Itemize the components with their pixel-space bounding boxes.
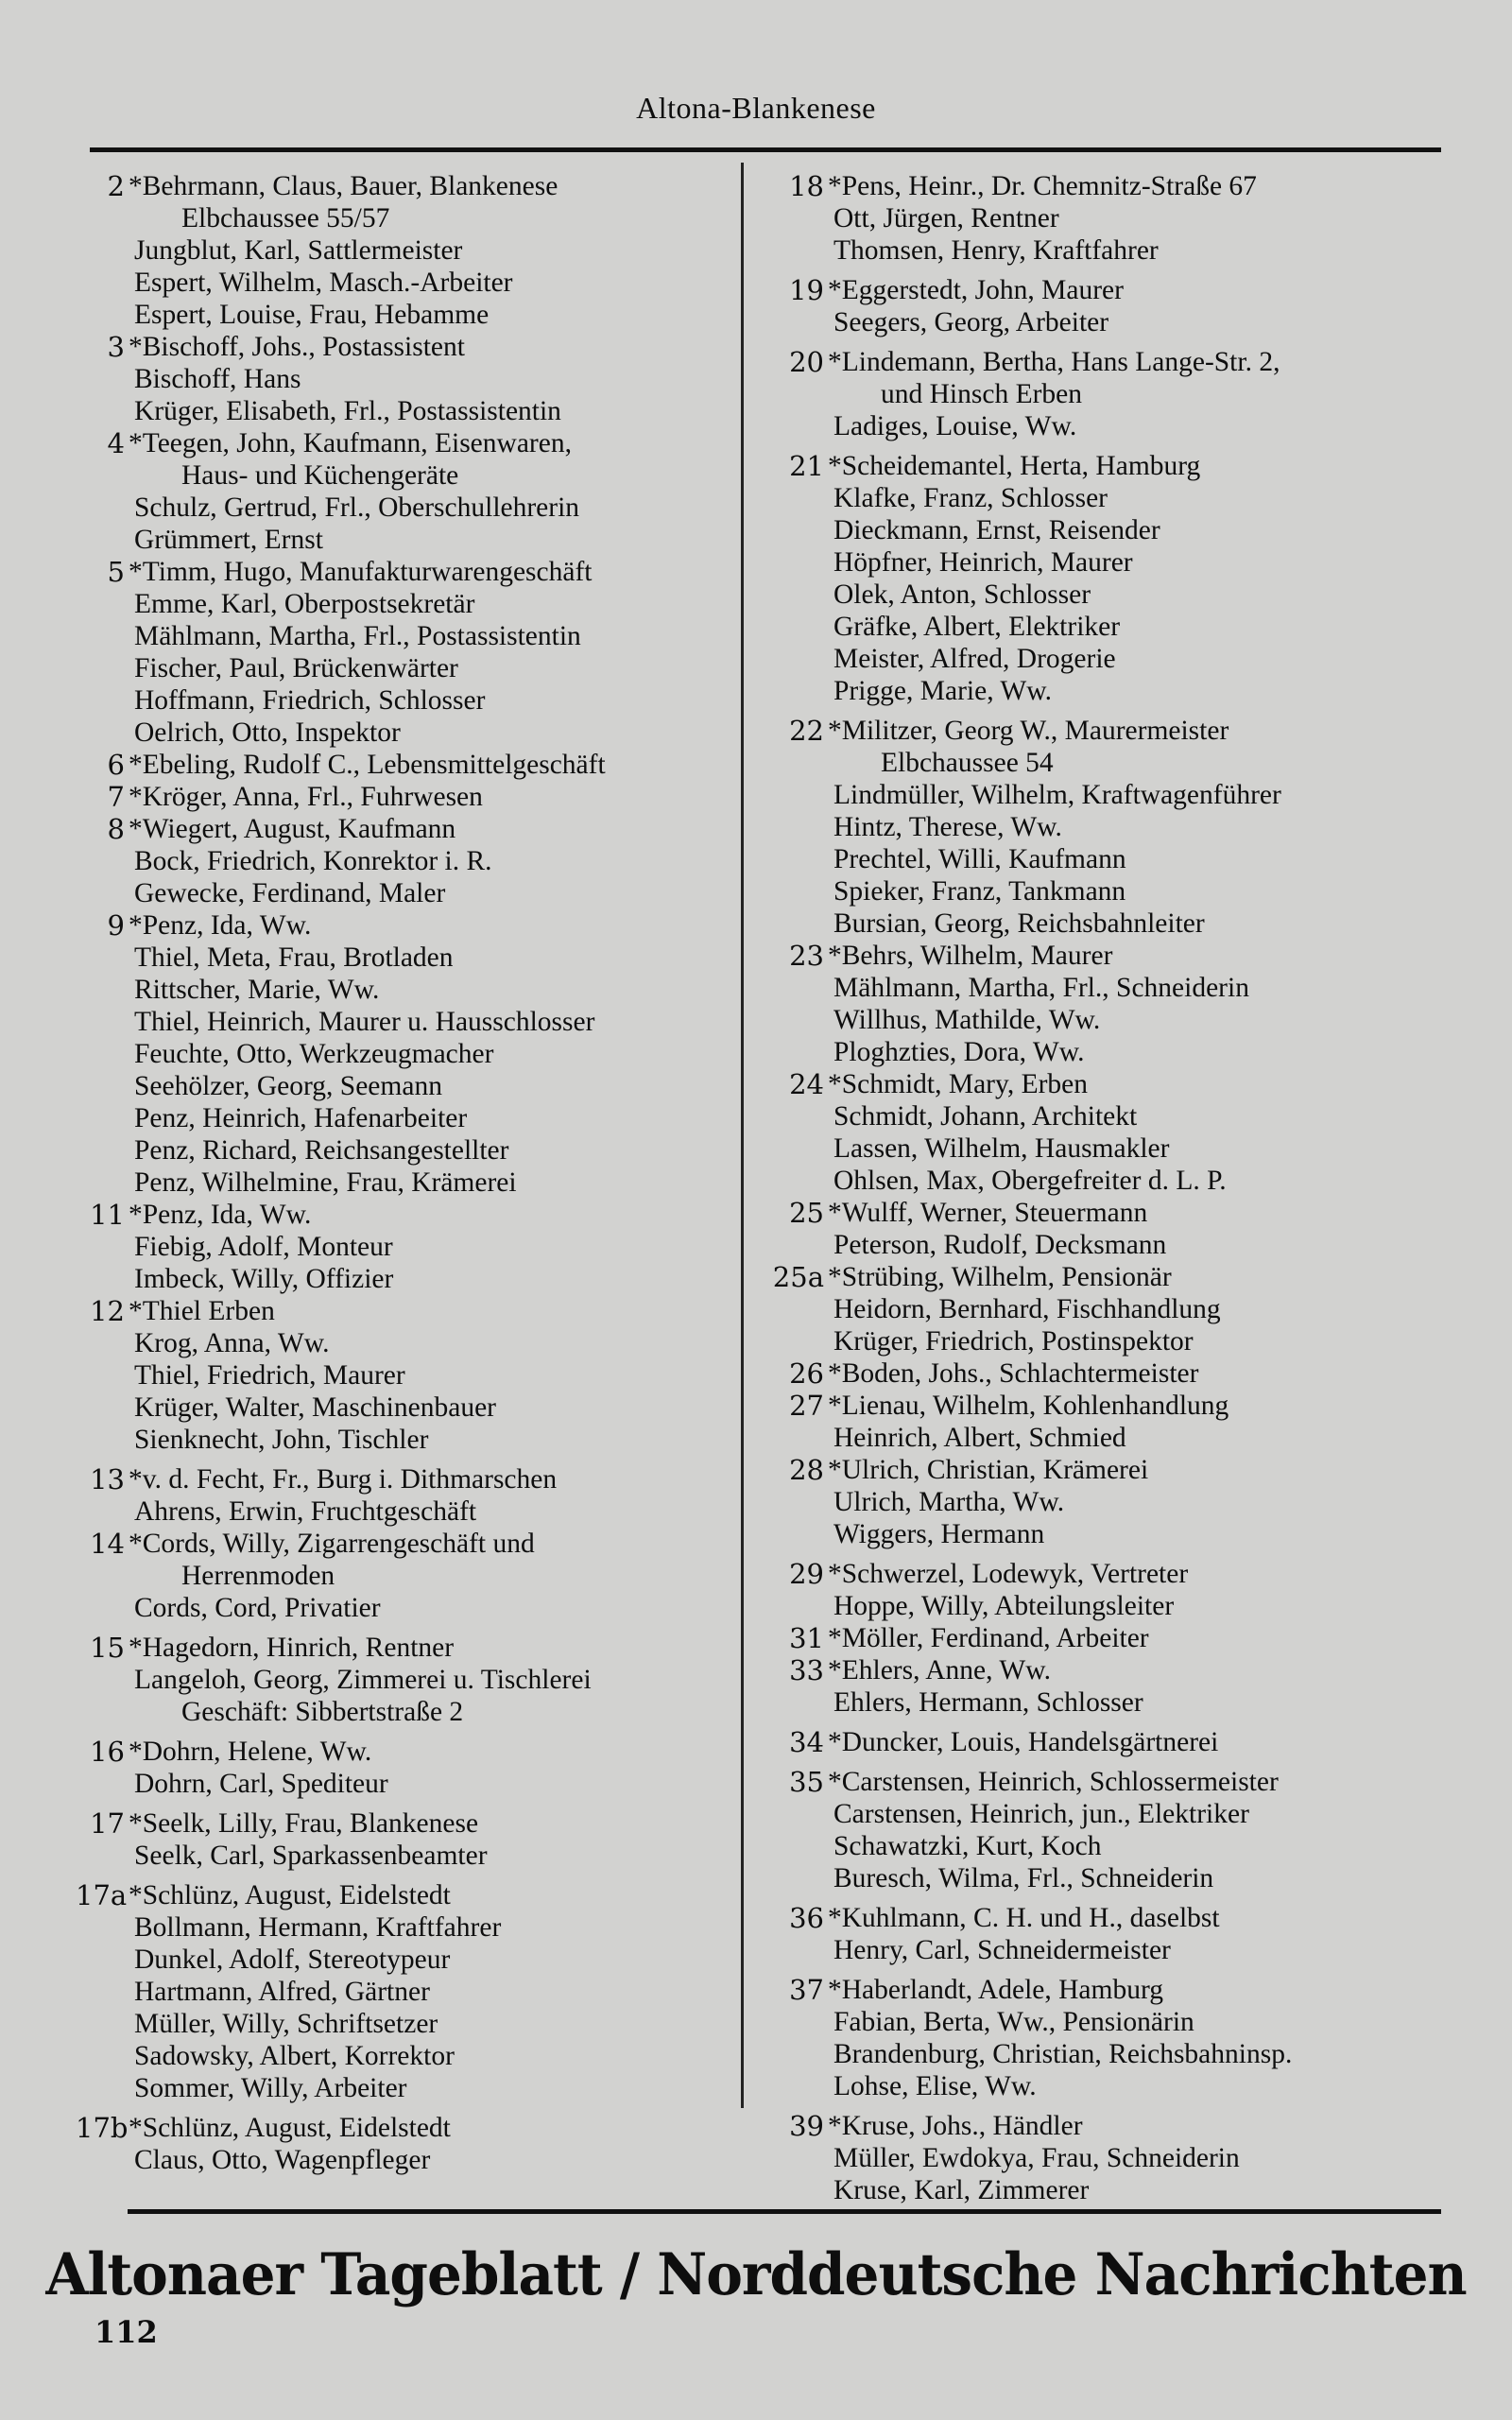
house-number: 18 — [789, 170, 824, 202]
resident-line: Fiebig, Adolf, Monteur — [134, 1232, 393, 1262]
house-number: 7 — [107, 781, 125, 813]
house-number: 35 — [789, 1766, 824, 1798]
house-number: 26 — [789, 1357, 824, 1390]
resident-line: Olek, Anton, Schlosser — [833, 579, 1091, 610]
house-entry — [764, 346, 1444, 442]
owner-line: *Ulrich, Christian, Krämerei — [828, 1455, 1149, 1485]
house-entry — [76, 813, 737, 909]
owner-line: *Schlünz, August, Eidelstedt — [129, 1880, 451, 1910]
house-entry — [764, 1766, 1444, 1894]
house-entry — [76, 2112, 737, 2176]
house-entry — [764, 170, 1444, 267]
house-entry — [76, 1295, 737, 1456]
house-entry — [76, 1632, 737, 1728]
owner-line: *Behrs, Wilhelm, Maurer — [828, 941, 1113, 971]
house-number: 15 — [90, 1632, 125, 1664]
house-entry — [76, 556, 737, 749]
house-entry — [76, 781, 737, 813]
resident-line: Herrenmoden — [181, 1561, 335, 1591]
owner-line: *Ebeling, Rudolf C., Lebensmittelgeschäft — [129, 750, 606, 780]
owner-line: *Cords, Willy, Zigarrengeschäft und — [129, 1529, 535, 1559]
house-number: 17b — [76, 2112, 129, 2144]
resident-line: Espert, Wilhelm, Masch.-Arbeiter — [134, 268, 513, 298]
resident-line: Spieker, Franz, Tankmann — [833, 876, 1126, 907]
house-entry — [76, 1528, 737, 1624]
resident-line: Claus, Otto, Wagenpfleger — [134, 2145, 431, 2175]
resident-line: Thomsen, Henry, Kraftfahrer — [833, 235, 1159, 266]
house-number: 34 — [789, 1726, 824, 1758]
resident-line: Sommer, Willy, Arbeiter — [134, 2073, 407, 2103]
owner-line: *Carstensen, Heinrich, Schlossermeister — [828, 1767, 1279, 1797]
house-entry — [76, 427, 737, 556]
resident-line: Krüger, Friedrich, Postinspektor — [833, 1326, 1194, 1357]
house-number: 12 — [90, 1295, 125, 1327]
resident-line: Gewecke, Ferdinand, Maler — [134, 878, 446, 908]
owner-line: *Eggerstedt, John, Maurer — [828, 275, 1124, 305]
house-entry — [764, 1068, 1444, 1197]
resident-line: Meister, Alfred, Drogerie — [833, 644, 1116, 674]
resident-line: Heidorn, Bernhard, Fischhandlung — [833, 1294, 1221, 1324]
house-entry — [76, 1879, 737, 2104]
owner-line: *Penz, Ida, Ww. — [129, 910, 312, 941]
resident-line: Bollmann, Hermann, Kraftfahrer — [134, 1912, 502, 1943]
owner-line: *Boden, Johs., Schlachtermeister — [828, 1358, 1199, 1389]
owner-line: *Dohrn, Helene, Ww. — [129, 1737, 372, 1767]
house-entry — [76, 749, 737, 781]
resident-line: Müller, Ewdokya, Frau, Schneiderin — [833, 2143, 1240, 2173]
resident-line: Sienknecht, John, Tischler — [134, 1425, 429, 1455]
column-divider — [741, 163, 744, 2108]
owner-line: *Wiegert, August, Kaufmann — [129, 814, 456, 844]
resident-line: Langeloh, Georg, Zimmerei u. Tischlerei — [134, 1665, 592, 1695]
resident-line: Dohrn, Carl, Spediteur — [134, 1769, 388, 1799]
resident-line: Dunkel, Adolf, Stereotypeur — [134, 1945, 451, 1975]
resident-line: Hartmann, Alfred, Gärtner — [134, 1977, 430, 2007]
resident-line: Krog, Anna, Ww. — [134, 1328, 330, 1358]
resident-line: Grümmert, Ernst — [134, 525, 323, 555]
house-entry — [764, 274, 1444, 338]
house-entry — [764, 1558, 1444, 1622]
house-number: 6 — [107, 749, 125, 781]
resident-line: Espert, Louise, Frau, Hebamme — [134, 300, 490, 330]
resident-line: Ott, Jürgen, Rentner — [833, 203, 1059, 233]
resident-line: Bischoff, Hans — [134, 364, 301, 394]
resident-line: Penz, Wilhelmine, Frau, Krämerei — [134, 1167, 517, 1198]
house-entry — [764, 1902, 1444, 1966]
resident-line: Klafke, Franz, Schlosser — [833, 483, 1108, 513]
owner-line: *Schwerzel, Lodewyk, Vertreter — [828, 1559, 1189, 1589]
owner-line: *v. d. Fecht, Fr., Burg i. Dithmarschen — [129, 1464, 558, 1495]
resident-line: Schmidt, Johann, Architekt — [833, 1101, 1138, 1132]
house-entry — [764, 450, 1444, 707]
owner-line: *Pens, Heinr., Dr. Chemnitz-Straße 67 — [828, 171, 1257, 201]
owner-line: *Schmidt, Mary, Erben — [828, 1069, 1089, 1099]
owner-line: *Möller, Ferdinand, Arbeiter — [828, 1623, 1149, 1653]
resident-line: Prigge, Marie, Ww. — [833, 676, 1053, 706]
resident-line: Prechtel, Willi, Kaufmann — [833, 844, 1126, 874]
house-entry — [76, 1807, 737, 1872]
resident-line: Elbchaussee 55/57 — [181, 203, 390, 233]
resident-line: Ulrich, Martha, Ww. — [833, 1487, 1065, 1517]
resident-line: Lassen, Wilhelm, Hausmakler — [833, 1133, 1170, 1164]
resident-line: Elbchaussee 54 — [881, 748, 1054, 778]
owner-line: *Kröger, Anna, Frl., Fuhrwesen — [129, 782, 483, 812]
owner-line: *Penz, Ida, Ww. — [129, 1200, 312, 1230]
resident-line: Seelk, Carl, Sparkassenbeamter — [134, 1841, 488, 1871]
resident-line: Mählmann, Martha, Frl., Postassistentin — [134, 621, 581, 651]
owner-line: *Haberlandt, Adele, Hamburg — [828, 1975, 1163, 2005]
resident-line: Emme, Karl, Oberpostsekretär — [134, 589, 475, 619]
resident-line: Seegers, Georg, Arbeiter — [833, 307, 1109, 337]
resident-line: Willhus, Mathilde, Ww. — [833, 1005, 1101, 1035]
resident-line: Heinrich, Albert, Schmied — [833, 1423, 1126, 1453]
owner-line: *Strübing, Wilhelm, Pensionär — [828, 1262, 1172, 1292]
resident-line: und Hinsch Erben — [881, 379, 1083, 409]
house-number: 9 — [107, 909, 125, 942]
resident-line: Thiel, Friedrich, Maurer — [134, 1360, 405, 1391]
house-number: 23 — [789, 940, 824, 972]
resident-line: Imbeck, Willy, Offizier — [134, 1264, 394, 1294]
resident-line: Ohlsen, Max, Obergefreiter d. L. P. — [833, 1166, 1227, 1196]
house-entry — [76, 331, 737, 427]
resident-line: Krüger, Elisabeth, Frl., Postassistentin — [134, 396, 561, 426]
house-entry — [76, 1199, 737, 1295]
house-number: 28 — [789, 1454, 824, 1486]
house-number: 3 — [107, 331, 125, 363]
house-number: 13 — [90, 1463, 125, 1495]
resident-line: Lindmüller, Wilhelm, Kraftwagenführer — [833, 780, 1281, 810]
owner-line: *Schlünz, August, Eidelstedt — [129, 2113, 451, 2143]
house-entry — [764, 1654, 1444, 1719]
owner-line: *Wulff, Werner, Steuermann — [828, 1198, 1148, 1228]
house-entry — [764, 1726, 1444, 1758]
resident-line: Hoppe, Willy, Abteilungsleiter — [833, 1591, 1175, 1621]
resident-line: Bock, Friedrich, Konrektor i. R. — [134, 846, 492, 876]
house-number: 2 — [107, 170, 125, 202]
newspaper-banner: Altonaer Tageblatt / Norddeutsche Nachrichten — [45, 2240, 1467, 2308]
resident-line: Schawatzki, Kurt, Koch — [833, 1831, 1102, 1861]
owner-line: *Seelk, Lilly, Frau, Blankenese — [129, 1808, 479, 1839]
house-number: 27 — [789, 1390, 824, 1422]
house-entry — [76, 1736, 737, 1800]
resident-line: Thiel, Meta, Frau, Brotladen — [134, 942, 454, 973]
resident-line: Lohse, Elise, Ww. — [833, 2071, 1037, 2101]
left-column — [76, 170, 737, 2176]
resident-line: Peterson, Rudolf, Decksmann — [833, 1230, 1167, 1260]
resident-line: Carstensen, Heinrich, jun., Elektriker — [833, 1799, 1249, 1829]
owner-line: *Lindemann, Bertha, Hans Lange-Str. 2, — [828, 347, 1280, 377]
resident-line: Hoffmann, Friedrich, Schlosser — [134, 685, 486, 716]
resident-line: Ladiges, Louise, Ww. — [833, 411, 1077, 441]
resident-line: Krüger, Walter, Maschinenbauer — [134, 1392, 496, 1423]
owner-line: *Thiel Erben — [129, 1296, 275, 1326]
house-entry — [764, 1390, 1444, 1454]
owner-line: *Lienau, Wilhelm, Kohlenhandlung — [828, 1391, 1229, 1421]
resident-line: Kruse, Karl, Zimmerer — [833, 2175, 1090, 2205]
resident-line: Hintz, Therese, Ww. — [833, 812, 1062, 842]
house-entry — [764, 1357, 1444, 1390]
resident-line: Penz, Heinrich, Hafenarbeiter — [134, 1103, 468, 1133]
resident-line: Henry, Carl, Schneidermeister — [833, 1935, 1171, 1965]
resident-line: Jungblut, Karl, Sattlermeister — [134, 235, 463, 266]
resident-line: Mählmann, Martha, Frl., Schneiderin — [833, 973, 1249, 1003]
house-number: 4 — [107, 427, 125, 459]
house-number: 17 — [90, 1807, 125, 1840]
house-number: 17a — [76, 1879, 128, 1911]
owner-line: *Timm, Hugo, Manufakturwarengeschäft — [129, 557, 593, 587]
resident-line: Bursian, Georg, Reichsbahnleiter — [833, 908, 1205, 939]
house-number: 37 — [789, 1974, 824, 2006]
house-number: 5 — [107, 556, 125, 588]
page-header: Altona-Blankenese — [636, 91, 876, 125]
house-entry — [764, 940, 1444, 1068]
house-number: 8 — [107, 813, 125, 845]
owner-line: *Teegen, John, Kaufmann, Eisenwaren, — [129, 428, 572, 458]
house-entry — [764, 1454, 1444, 1550]
resident-line: Oelrich, Otto, Inspektor — [134, 717, 401, 748]
resident-line: Penz, Richard, Reichsangestellter — [134, 1135, 509, 1166]
footer-rule — [128, 2209, 1441, 2214]
house-number: 22 — [789, 715, 824, 747]
resident-line: Cords, Cord, Privatier — [134, 1593, 381, 1623]
house-number: 24 — [789, 1068, 824, 1100]
house-number: 31 — [789, 1622, 824, 1654]
resident-line: Ahrens, Erwin, Fruchtgeschäft — [134, 1496, 477, 1527]
house-entry — [76, 1463, 737, 1528]
house-number: 20 — [789, 346, 824, 378]
house-number: 16 — [90, 1736, 125, 1768]
owner-line: *Behrmann, Claus, Bauer, Blankenese — [129, 171, 558, 201]
house-number: 33 — [789, 1654, 824, 1686]
owner-line: *Hagedorn, Hinrich, Rentner — [129, 1633, 455, 1663]
resident-line: Haus- und Küchengeräte — [181, 460, 459, 491]
resident-line: Ploghzties, Dora, Ww. — [833, 1037, 1085, 1067]
house-entry — [764, 2110, 1444, 2206]
resident-line: Thiel, Heinrich, Maurer u. Hausschlosser — [134, 1007, 595, 1037]
resident-line: Dieckmann, Ernst, Reisender — [833, 515, 1160, 545]
resident-line: Schulz, Gertrud, Frl., Oberschullehrerin — [134, 493, 580, 523]
owner-line: *Ehlers, Anne, Ww. — [828, 1655, 1051, 1685]
resident-line: Fischer, Paul, Brückenwärter — [134, 653, 458, 683]
resident-line: Höpfner, Heinrich, Maurer — [833, 547, 1133, 578]
house-number: 25a — [772, 1261, 824, 1293]
house-entry — [764, 1261, 1444, 1357]
resident-line: Feuchte, Otto, Werkzeugmacher — [134, 1039, 494, 1069]
owner-line: *Duncker, Louis, Handelsgärtnerei — [828, 1727, 1219, 1757]
page-number: 112 — [94, 2314, 158, 2350]
resident-line: Buresch, Wilma, Frl., Schneiderin — [833, 1863, 1214, 1893]
house-entry — [764, 1622, 1444, 1654]
house-number: 14 — [90, 1528, 125, 1560]
owner-line: *Militzer, Georg W., Maurermeister — [828, 716, 1229, 746]
house-number: 19 — [789, 274, 824, 306]
resident-line: Rittscher, Marie, Ww. — [134, 975, 380, 1005]
house-entry — [76, 909, 737, 1199]
house-number: 29 — [789, 1558, 824, 1590]
right-column — [764, 170, 1444, 2206]
resident-line: Gräfke, Albert, Elektriker — [833, 612, 1121, 642]
house-number: 36 — [789, 1902, 824, 1934]
house-number: 39 — [789, 2110, 824, 2142]
resident-line: Müller, Willy, Schriftsetzer — [134, 2009, 438, 2039]
house-entry — [76, 170, 737, 331]
resident-line: Sadowsky, Albert, Korrektor — [134, 2041, 455, 2071]
resident-line: Brandenburg, Christian, Reichsbahninsp. — [833, 2039, 1293, 2069]
house-number: 25 — [789, 1197, 824, 1229]
house-entry — [764, 1974, 1444, 2102]
resident-line: Geschäft: Sibbertstraße 2 — [181, 1697, 464, 1727]
resident-line: Seehölzer, Georg, Seemann — [134, 1071, 442, 1101]
resident-line: Fabian, Berta, Ww., Pensionärin — [833, 2007, 1194, 2037]
house-entry — [764, 1197, 1444, 1261]
resident-line: Ehlers, Hermann, Schlosser — [833, 1687, 1143, 1718]
owner-line: *Scheidemantel, Herta, Hamburg — [828, 451, 1201, 481]
house-entry — [764, 715, 1444, 940]
owner-line: *Kuhlmann, C. H. und H., daselbst — [828, 1903, 1220, 1933]
header-rule — [90, 147, 1441, 152]
resident-line: Wiggers, Hermann — [833, 1519, 1045, 1549]
owner-line: *Bischoff, Johs., Postassistent — [129, 332, 465, 362]
owner-line: *Kruse, Johs., Händler — [828, 2111, 1083, 2141]
house-number: 21 — [789, 450, 824, 482]
house-number: 11 — [90, 1199, 125, 1231]
